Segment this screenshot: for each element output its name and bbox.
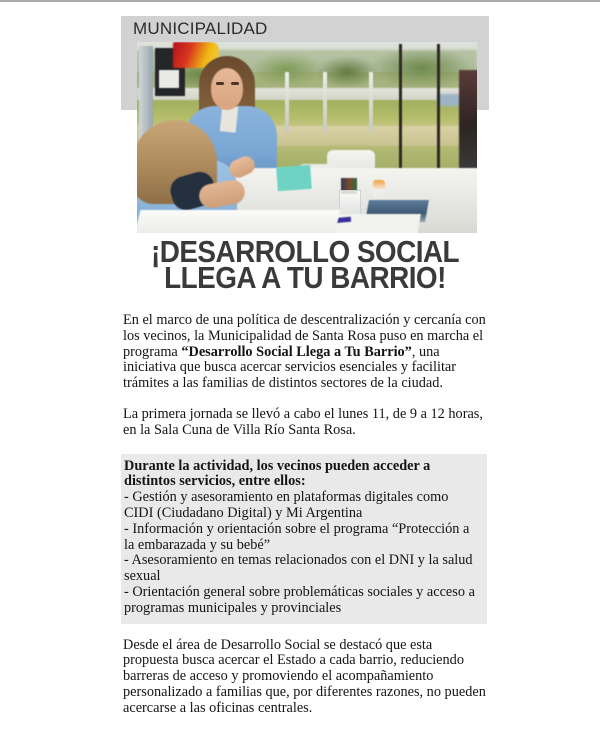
services-highlight-box [121, 454, 487, 624]
article-photo [137, 42, 477, 233]
photo-fence-post-2 [323, 72, 327, 132]
photo-folder [276, 165, 312, 191]
photo-table-front-edge [137, 210, 340, 233]
service-item: - Gestión y asesoramiento en plataformas digitales como CIDI (Ciudadano Digital) y Mi Argentina [124, 489, 449, 521]
headline-line-1: ¡DESARROLLO SOCIAL [150, 234, 460, 269]
paragraph-closing: Desde el área de Desarrollo Social se destacó que esta propuesta busca acercar el Estado a cada barrio, reduciendo barreras de acceso y promoviendo el acompañamiento personalizado a familias que, por diferentes razones, no pueden acercarse a las oficinas centrales. [123, 636, 486, 716]
photo-street-car [437, 94, 461, 106]
headline [120, 234, 490, 295]
photo-fence-post-1 [285, 72, 289, 132]
intro-text-after: , una iniciativa que busca acercar servicios esenciales y facilitar trámites a las familias de distintos sectores de la ciudad. [123, 343, 457, 392]
article-body [123, 313, 487, 717]
headline-line-2: LLEGA A TU BARRIO! [164, 260, 446, 295]
photo-worker-eye-left [216, 82, 224, 85]
paragraph-intro [123, 313, 487, 392]
photo-worker-eye-right [231, 82, 239, 85]
program-name-bold: “Desarrollo Social Llega a Tu Barrio” [181, 343, 412, 360]
service-item: - Asesoramiento en temas relacionados con el DNI y la salud sexual [124, 552, 473, 585]
photo-worker-face [211, 68, 243, 110]
masthead-label: MUNICIPALIDAD [133, 19, 268, 38]
intro-text-before: En el marco de una política de descentralización y cercanía con los vecinos, la Municipalidad de Santa Rosa puso en marcha el programa [123, 312, 486, 360]
paragraph-first-session: La primera jornada se llevó a cabo el lunes 11, de 9 a 12 horas, en la Sala Cuna de Villa Río Santa Rosa. [123, 405, 483, 438]
photo-fence-post-3 [369, 72, 373, 132]
services-highlight-title: Durante la actividad, los vecinos pueden acceder a distintos servicios, entre ellos: [124, 457, 431, 490]
photo-background-person [459, 70, 477, 170]
service-item: - Información y orientación sobre el programa “Protección a la embarazada y su bebé” [124, 520, 470, 553]
service-item: - Orientación general sobre problemáticas sociales y acceso a programas municipales y provinciales [124, 583, 475, 616]
